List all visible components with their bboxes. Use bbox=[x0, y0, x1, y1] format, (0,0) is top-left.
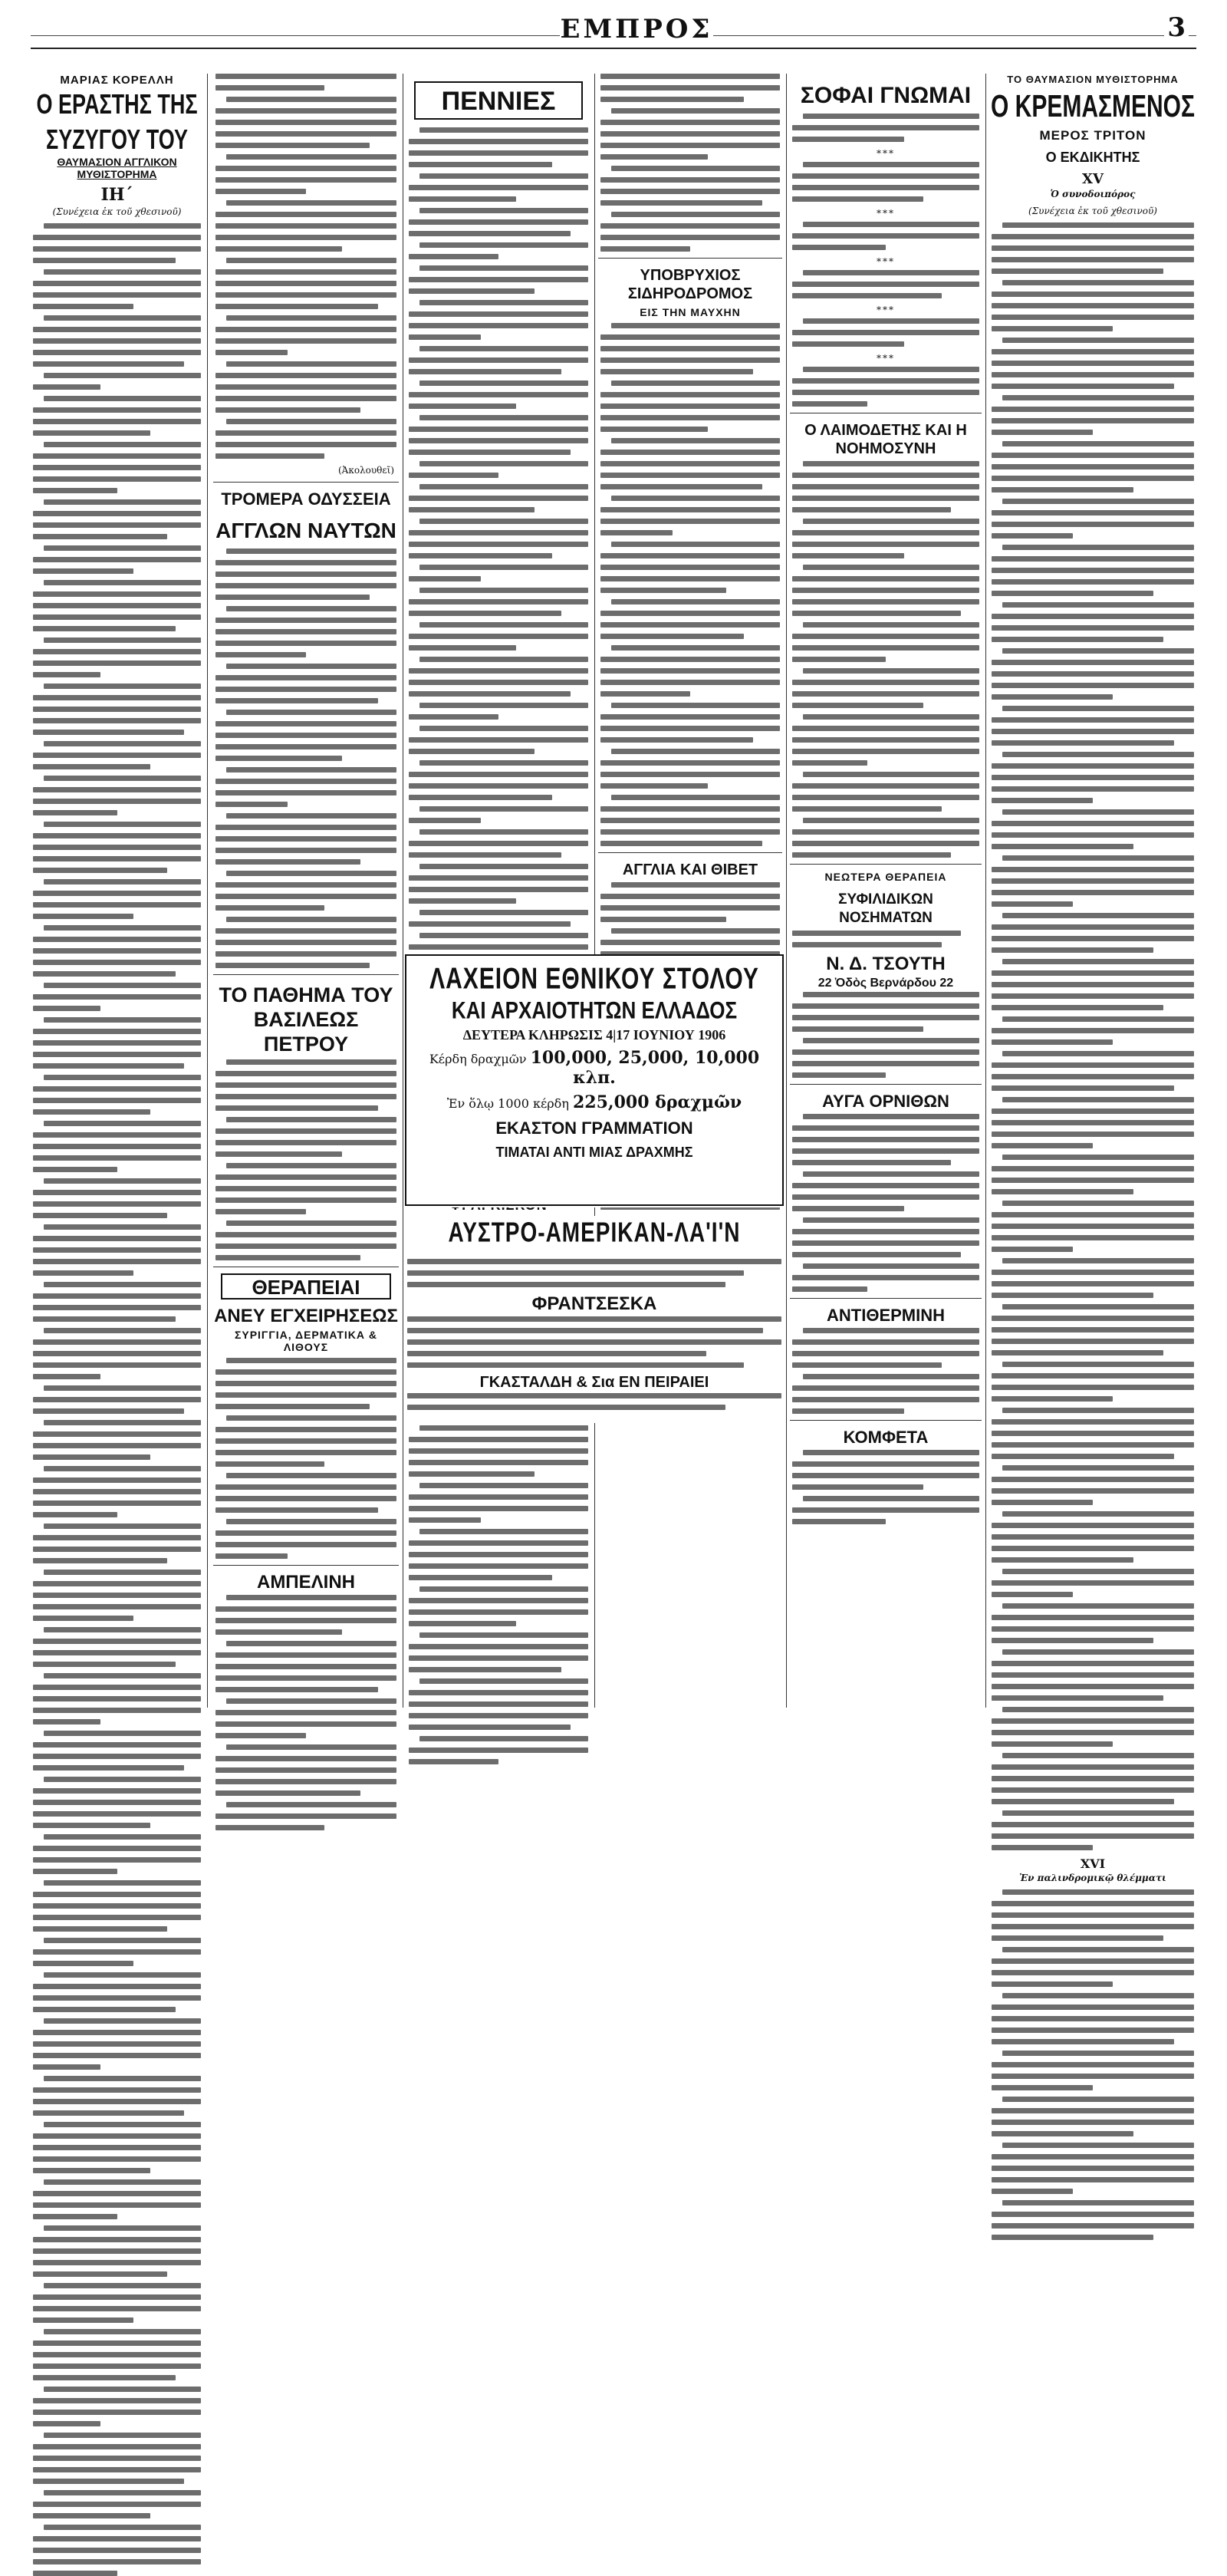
column-4 bbox=[598, 74, 782, 948]
shipping-advertisement bbox=[405, 1216, 784, 1423]
advertisement-body bbox=[213, 1358, 399, 1559]
continuation-note: (Συνέχεια ἐκ τοῦ χθεσινοῦ) bbox=[1028, 206, 1157, 216]
serial-title: Ο ΕΡΑΣΤΗΣ ΤΗΣ ΣΥΖΥΓΟΥ ΤΟΥ bbox=[36, 88, 198, 156]
advertisement-body bbox=[790, 1328, 982, 1414]
serial-continuation bbox=[213, 74, 399, 459]
to-be-continued: (Ἀκολουθεῖ) bbox=[337, 465, 394, 476]
serial-subtitle: ΘΑΥΜΑΣΙΟΝ ΑΓΓΛΙΚΟΝ ΜΥΘΙΣΤΟΡΗΜΑ bbox=[57, 156, 177, 180]
headline-therapy-kicker: ΝΕΩΤΕΡΑ ΘΕΡΑΠΕΙΑ bbox=[824, 871, 947, 883]
headline-confetti: ΚΟΜΦΕΤΑ bbox=[843, 1428, 929, 1447]
column-2 bbox=[213, 74, 399, 1708]
section-divider bbox=[213, 482, 399, 483]
chapter-title: Ὁ συνοδοιπόρος bbox=[1050, 189, 1136, 199]
column-rule bbox=[985, 74, 986, 1708]
section-divider bbox=[213, 974, 399, 975]
column-rule bbox=[594, 74, 595, 1708]
lottery-total bbox=[413, 1092, 776, 1112]
shipping-schedule bbox=[405, 1316, 784, 1368]
section-divider bbox=[598, 852, 782, 853]
ticket-price: ΤΙΜΑΤΑΙ ΑΝΤΙ ΜΙΑΣ ΔΡΑΧΜΗΣ bbox=[495, 1145, 693, 1160]
section-divider bbox=[213, 1565, 399, 1566]
aphorisms: *** *** *** *** *** bbox=[790, 114, 982, 407]
chapter-title-2: Ἐν παλινδρομικῷ θλέμματι bbox=[1019, 1873, 1166, 1883]
article-body bbox=[989, 222, 1196, 1850]
headline-necktie: Ο ΛΑΙΜΟΔΕΤΗΣ ΚΑΙ Η ΝΟΗΜΟΣΥΝΗ bbox=[804, 422, 967, 457]
continuation-note: (Συνέχεια ἐκ τοῦ χθεσινοῦ) bbox=[52, 206, 182, 217]
article-body bbox=[213, 548, 399, 968]
newspaper-title: ΕΜΠΡΟΣ bbox=[560, 14, 713, 44]
article-body bbox=[989, 1889, 1196, 2240]
shipping-agents-details bbox=[405, 1393, 784, 1410]
prizes-label: Κέρδη δραχμῶν bbox=[429, 1052, 527, 1066]
doctor-name: Ν. Δ. ΤΣΟΥΤΗ bbox=[826, 954, 946, 974]
advertisement-body bbox=[790, 1114, 982, 1292]
headline-submarine-sub: ΕΙΣ ΤΗΝ ΜΑΥΧΗΝ bbox=[640, 306, 741, 318]
lottery-prizes bbox=[413, 1048, 776, 1088]
serial-part-sub: Ο ΕΚΔΙΚΗΤΗΣ bbox=[1045, 150, 1140, 165]
headline-tibet: ΑΓΓΛΙΑ ΚΑΙ ΘΙΒΕΤ bbox=[622, 861, 758, 878]
headline-ampelini: ΑΜΠΕΛΙΝΗ bbox=[256, 1572, 355, 1593]
headline-pennies: ΠΕΝΝΙΕΣ bbox=[414, 81, 583, 120]
column-rule bbox=[786, 74, 787, 1708]
shipping-details bbox=[405, 1259, 784, 1287]
page-number: 3 bbox=[1164, 12, 1189, 43]
lottery-advertisement bbox=[405, 954, 784, 1207]
ticket-heading: ΕΚΑΣΤΟΝ ΓΡΑΜΜΑΤΙΟΝ bbox=[495, 1118, 693, 1138]
section-divider bbox=[790, 1420, 982, 1421]
article-body bbox=[213, 1595, 399, 1830]
column-3 bbox=[406, 74, 590, 1708]
section-divider bbox=[790, 1084, 982, 1085]
article-body bbox=[31, 223, 203, 2576]
shipping-agents: ΓΚΑΣΤΑΛΔΗ & Σια ΕΝ ΠΕΙΡΑΙΕΙ bbox=[479, 1374, 709, 1391]
section-divider bbox=[790, 864, 982, 865]
prizes-values: 100,000, 25,000, 10,000 κλπ. bbox=[530, 1048, 760, 1088]
headline-therapies: ΘΕΡΑΠΕΙΑΙ bbox=[221, 1273, 391, 1300]
doctor-address: 22 Ὁδὸς Βερνάρδου 22 bbox=[817, 977, 954, 990]
total-value: 225,000 δραχμῶν bbox=[573, 1092, 742, 1112]
headline-wise-opinions: ΣΟΦΑΙ ΓΝΩΜΑΙ bbox=[800, 83, 972, 108]
advertisement-body bbox=[790, 931, 982, 947]
headline-therapies-sub: ΑΝΕΥ ΕΓΧΕΙΡΗΣΕΩΣ bbox=[214, 1306, 398, 1326]
lottery-title: ΛΑΧΕΙΟΝ ΕΘΝΙΚΟΥ ΣΤΟΛΟΥ bbox=[429, 962, 759, 996]
lottery-subtitle: ΚΑΙ ΑΡΧΑΙΟΤΗΤΩΝ ΕΛΛΑΔΟΣ bbox=[451, 996, 738, 1024]
column-5 bbox=[790, 74, 982, 1708]
chapter-number: ΧV bbox=[1082, 171, 1104, 187]
chapter-number-2: ΧVI bbox=[1080, 1856, 1106, 1871]
serial-kicker: ΤΟ ΘΑΥΜΑΣΙΟΝ ΜΥΘΙΣΤΟΡΗΜΑ bbox=[1007, 74, 1179, 85]
serial-title-hanged: Ο ΚΡΕΜΑΣΜΕΝΟΣ bbox=[990, 90, 1195, 124]
shipping-line-title: ΑΥΣΤΡΟ-ΑΜΕΡΙΚΑΝ-ΛΑ'Ι'Ν bbox=[448, 1217, 741, 1248]
serial-part: ΜΕΡΟΣ ΤΡΙΤΟΝ bbox=[1039, 128, 1146, 143]
headline-therapies-kicker: ΣΥΡΙΓΓΙΑ, ΔΕΡΜΑΤΙΚΑ & ΛΙΘΟΥΣ bbox=[234, 1329, 378, 1353]
headline-syphilis: ΣΥΦΙΛΙΔΙΚΩΝ ΝΟΣΗΜΑΤΩΝ bbox=[838, 891, 933, 926]
lottery-draw-date: ΔΕΥΤΕΡΑ ΚΛΗΡΩΣΙΣ 4|17 ΙΟΥΝΙΟΥ 1906 bbox=[462, 1027, 726, 1043]
serial-author: ΜΑΡΙΑΣ ΚΟΡΕΛΛΗ bbox=[60, 74, 174, 87]
headline-antithermine: ΑΝΤΙΘΕΡΜΙΝΗ bbox=[827, 1306, 945, 1325]
column-1 bbox=[31, 74, 203, 1708]
ship-name: ΦΡΑΝΤΣΕΣΚΑ bbox=[531, 1293, 657, 1314]
chapter-number: ΙΗ΄ bbox=[100, 185, 133, 205]
column-6 bbox=[989, 74, 1196, 1883]
headline-eggs: ΑΥΓΑ ΟΡΝΙΘΩΝ bbox=[822, 1092, 949, 1111]
article-body bbox=[790, 461, 982, 858]
headline-odyssey: ΤΡΟΜΕΡΑ ΟΔΥΣΣΕΙΑ bbox=[221, 489, 391, 509]
article-continuation bbox=[598, 74, 782, 252]
headline-odyssey-sub: ΑΓΓΛΩΝ ΝΑΥΤΩΝ bbox=[215, 519, 396, 542]
masthead bbox=[31, 12, 1196, 49]
headline-submarine: ΥΠΟΒΡΥΧΙΟΣ ΣΙΔΗΡΟΔΡΟΜΟΣ bbox=[627, 267, 753, 302]
advertisement-body bbox=[790, 1450, 982, 1524]
section-divider bbox=[598, 258, 782, 259]
article-body bbox=[213, 1059, 399, 1260]
column-rule bbox=[207, 74, 208, 1708]
advertisement-body bbox=[790, 992, 982, 1078]
article-body bbox=[598, 323, 782, 846]
headline-king-peter: ΤΟ ΠΑΘΗΜΑ ΤΟΥ ΒΑΣΙΛΕΩΣ ΠΕΤΡΟΥ bbox=[219, 983, 393, 1056]
total-label: Ἐν ὅλῳ 1000 κέρδη bbox=[446, 1096, 569, 1111]
section-divider bbox=[790, 1298, 982, 1299]
